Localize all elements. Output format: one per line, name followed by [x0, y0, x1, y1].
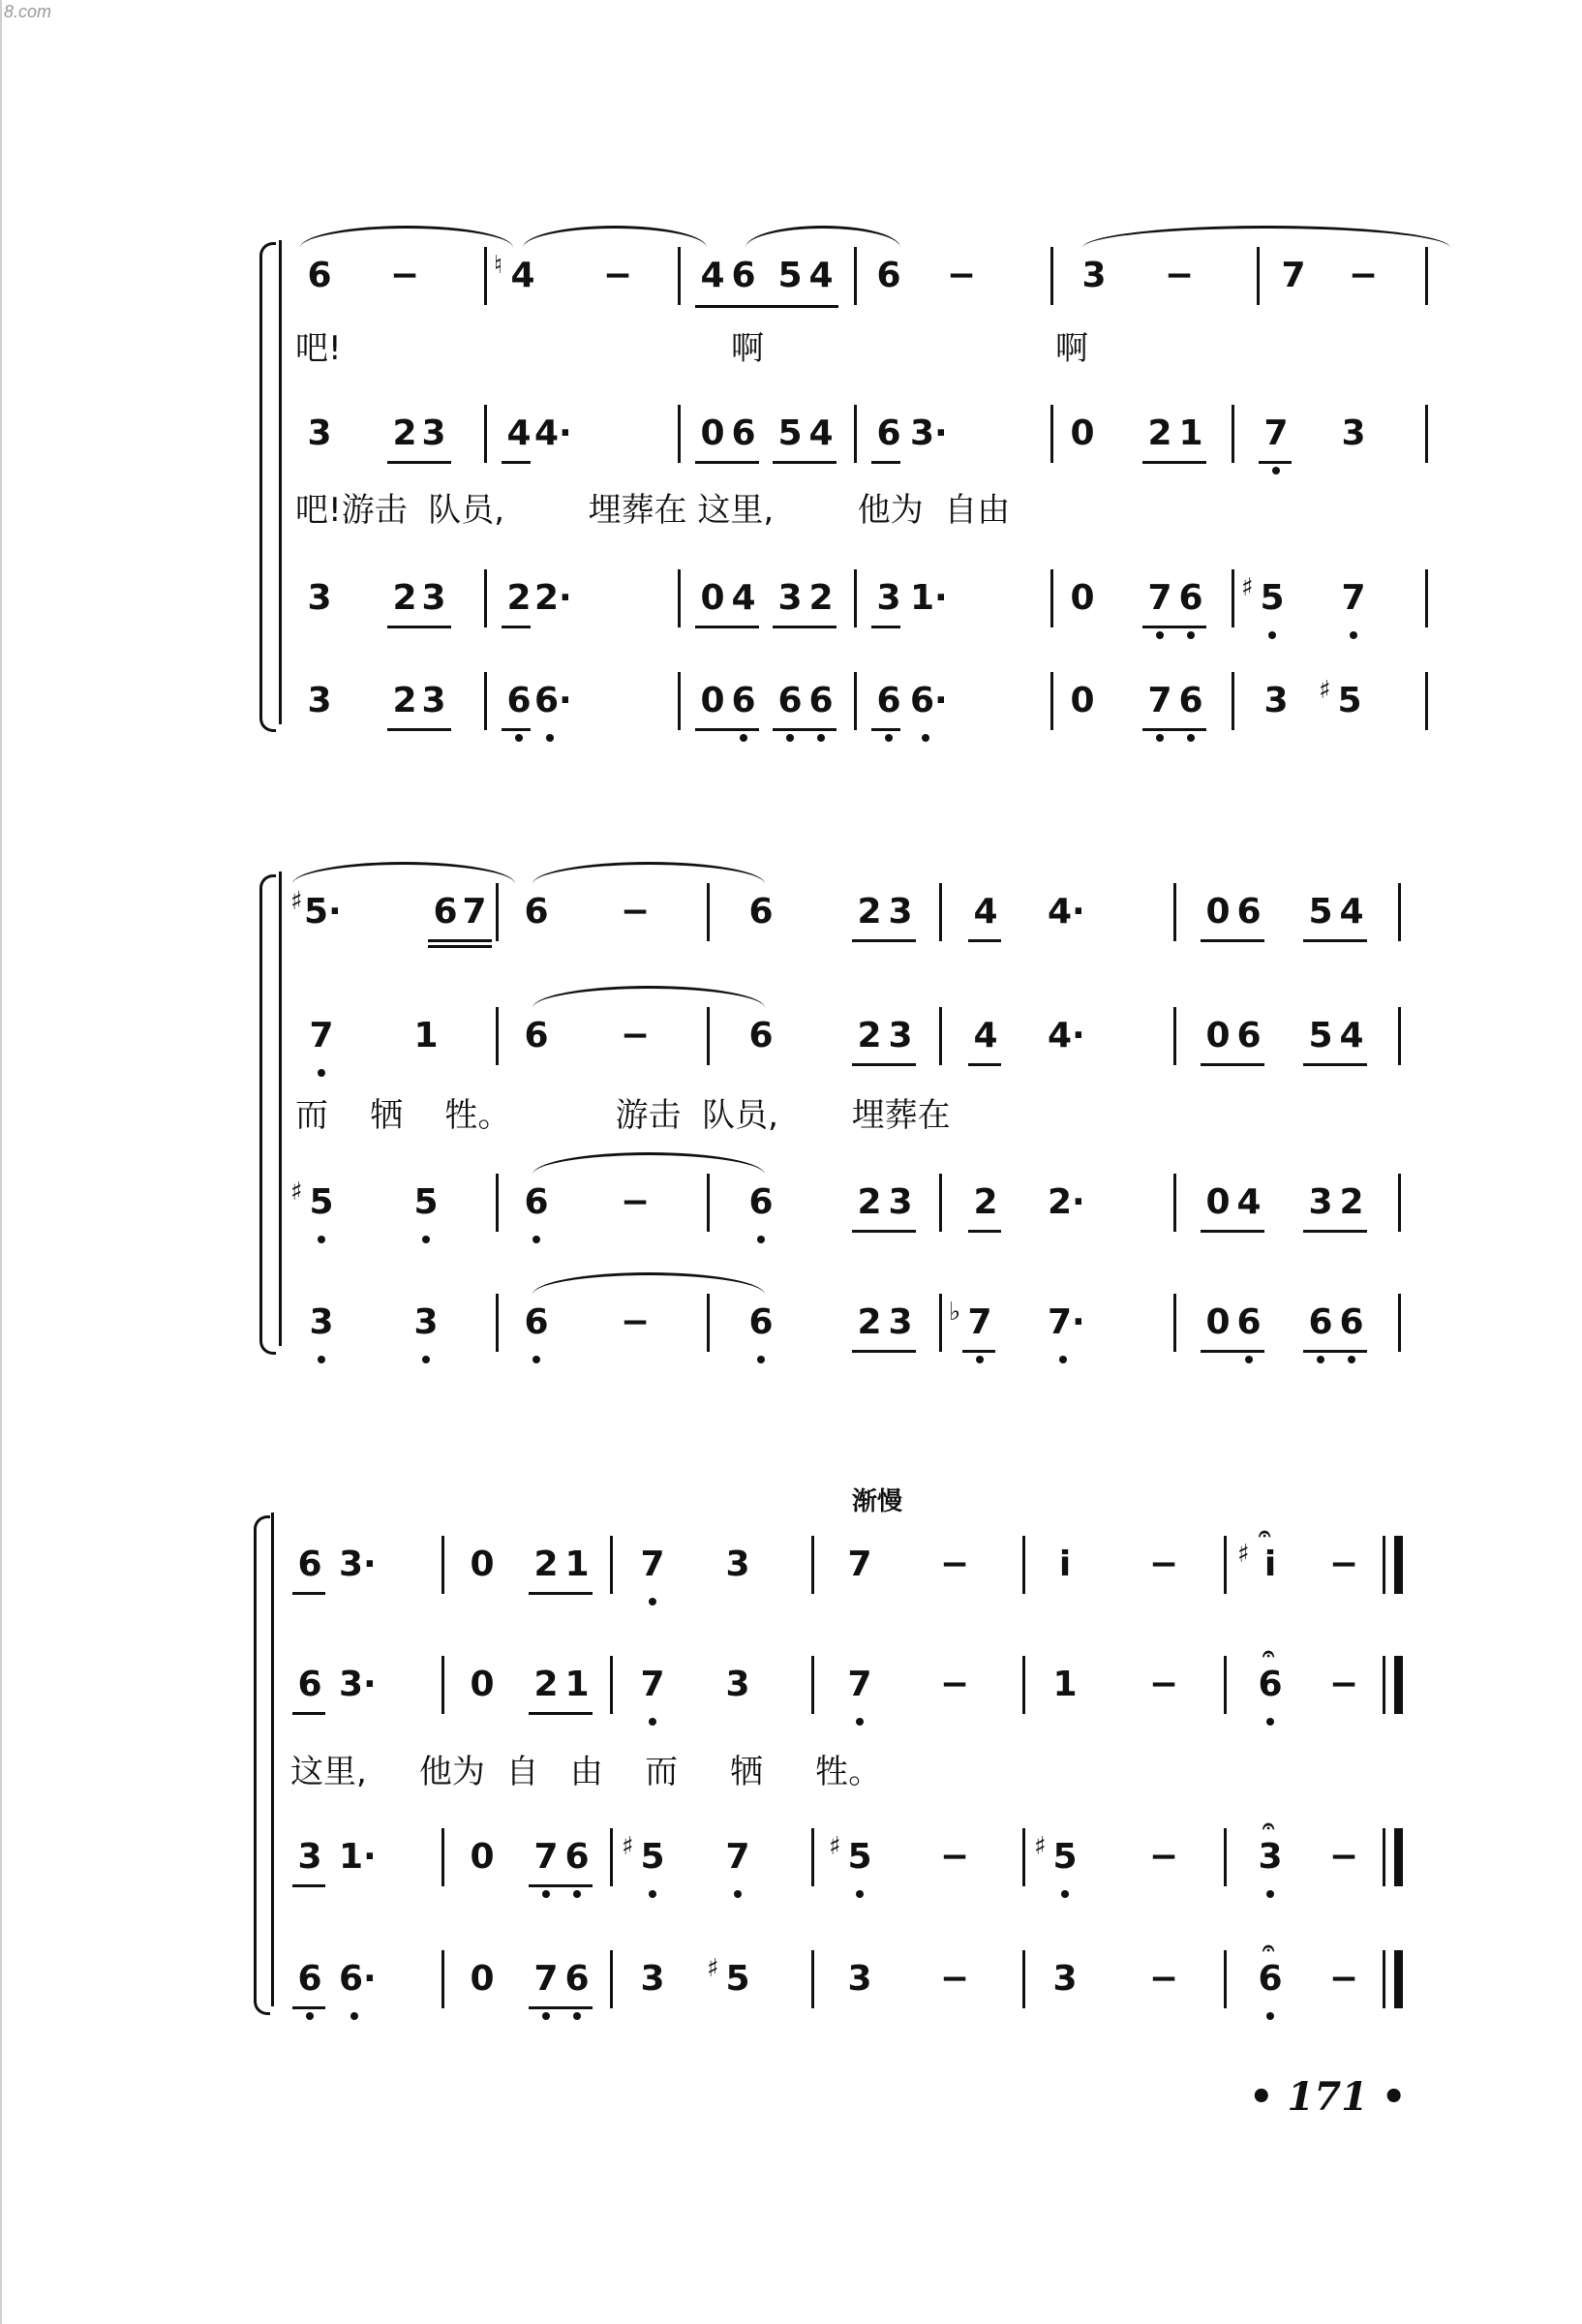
lyrics-line: 而 牺 牲。 游击 队员, 埋葬在 — [295, 1096, 951, 1135]
staff-line: ♯ 5 5 6 − 6 2 3 2 2· 0 4 3 2 — [290, 1174, 1452, 1232]
notation-source — [0, 0, 1, 1]
system-brace — [254, 1515, 270, 2015]
staff-line: 6 − ♮ 4 − 4 6 5 4 6 − 3 − 7 − — [290, 247, 1452, 305]
lyrics-line: 这里, 他为 自 由 而 牺 牲。 — [290, 1753, 882, 1791]
system-bracket-line — [279, 872, 282, 1346]
system-bracket-line — [279, 240, 282, 724]
tempo-mark: 渐慢 — [852, 1487, 903, 1516]
staff-line: 3 2 3 4 4· 0 6 5 4 6 3· 0 2 1 7 3 — [290, 405, 1452, 463]
staff-line: 3 2 3 6 6· 0 6 6 6 6 6· 0 7 6 3 ♯ 5 — [290, 672, 1452, 730]
system-brace — [259, 242, 276, 732]
lyrics-line: 吧!游击 队员, 埋葬在 这里, 他为 自由 — [295, 491, 1011, 530]
lyrics-line: 吧! — [295, 329, 342, 368]
staff-line: 3 3 6 − 6 2 3 ♭ 7 7· 0 6 6 6 — [290, 1294, 1452, 1352]
system-bracket-line — [271, 1513, 274, 2006]
staff-line: 6 6· 0 7 6 3 ♯ 5 3 − 3 − 𝄐 6 − — [290, 1950, 1452, 2008]
staff-line: 3 2 3 2 2· 0 4 3 2 3 1· 0 7 6 ♯ 5 7 — [290, 569, 1452, 627]
lyrics-line: 啊 — [731, 329, 764, 368]
staff-line: ♯ 5· 6 7 6 − 6 2 3 4 4· 0 6 5 4 — [290, 883, 1452, 941]
staff-line: 6 3· 0 2 1 7 3 7 − 1 − 𝄐 6 − — [290, 1656, 1452, 1714]
staff-line: 3 1· 0 7 6 ♯ 5 7 ♯ 5 − ♯ 5 − 𝄐 3 − — [290, 1828, 1452, 1886]
page-number: • 171 • — [1249, 2074, 1407, 2120]
staff-line: 6 3· 0 2 1 7 3 7 − i − ♯ 𝄐 i − — [290, 1536, 1452, 1594]
lyrics-line: 啊 — [1055, 329, 1088, 368]
staff-line: 7 1 6 − 6 2 3 4 4· 0 6 5 4 — [290, 1007, 1452, 1065]
page-edge-line — [0, 0, 2, 2324]
system-brace — [259, 874, 276, 1355]
system-1-line-1 — [0, 0, 1, 1]
watermark: 8.com — [4, 2, 52, 21]
